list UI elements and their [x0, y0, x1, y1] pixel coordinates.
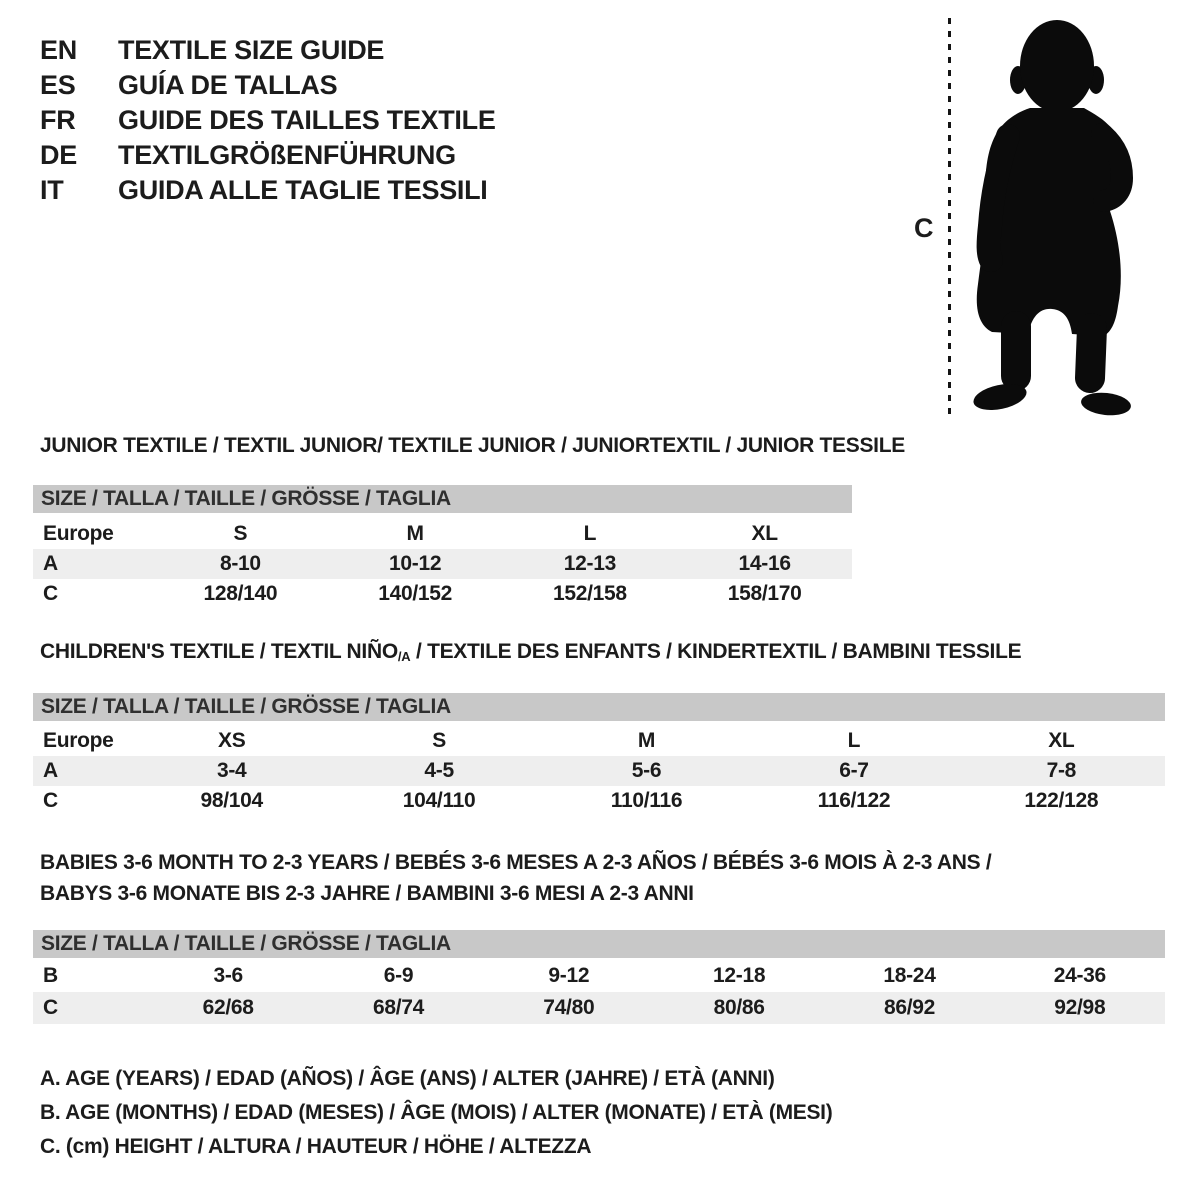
table-cell: S	[233, 522, 248, 545]
table-row	[33, 519, 852, 549]
footnote-b: B. AGE (MONTHS) / EDAD (MESES) / ÂGE (MOIS) / ALTER (MONATE) / ETÀ (MESI)	[40, 1101, 833, 1124]
row-label: B	[43, 964, 58, 987]
table-cell: 4-5	[424, 759, 454, 782]
table-cell: 3-6	[213, 964, 243, 987]
table-cell: XS	[217, 729, 246, 752]
table-rows	[33, 519, 852, 609]
table-cell: 6-7	[839, 759, 869, 782]
language-title-list	[40, 33, 496, 208]
table-rows	[33, 960, 1165, 1024]
height-measure-label: C	[914, 213, 934, 243]
row-label: Europe	[43, 729, 114, 752]
lang-row-fr	[40, 103, 496, 138]
lang-row-es	[40, 68, 496, 103]
size-header-bar: SIZE / TALLA / TAILLE / GRÖSSE / TAGLIA	[33, 693, 1165, 721]
babies-title-line2: BABYS 3-6 MONATE BIS 2-3 JAHRE / BAMBINI 3-6 MESI A 2-3 ANNI	[40, 882, 694, 905]
lang-code: FR	[40, 105, 76, 135]
table-cell: L	[847, 729, 861, 752]
table-cell: XL	[1048, 729, 1075, 752]
table-cell: M	[637, 729, 656, 752]
babies-size-table	[33, 930, 1165, 1024]
lang-title: GUÍA DE TALLAS	[118, 70, 338, 100]
footnotes	[40, 1062, 832, 1164]
table-cell: 14-16	[738, 552, 791, 575]
table-cell: M	[406, 522, 424, 545]
footnote-a: A. AGE (YEARS) / EDAD (AÑOS) / ÂGE (ANS) / ALTER (JAHRE) / ETÀ (ANNI)	[40, 1067, 775, 1090]
table-rows	[33, 726, 1165, 816]
size-header-bar: SIZE / TALLA / TAILLE / GRÖSSE / TAGLIA	[33, 485, 852, 513]
table-row	[33, 756, 1165, 786]
lang-code: EN	[40, 35, 77, 65]
children-section-title	[40, 640, 1021, 664]
lang-row-it	[40, 173, 496, 208]
children-title-subscript: /A	[397, 649, 411, 664]
table-cell: 74/80	[543, 996, 595, 1019]
table-row	[33, 549, 852, 579]
babies-title-line1: BABIES 3-6 MONTH TO 2-3 YEARS / BEBÉS 3-6 MESES A 2-3 AÑOS / BÉBÉS 3-6 MOIS À 2-3 ANS /	[40, 851, 992, 874]
table-cell: 12-18	[713, 964, 766, 987]
lang-title: GUIDE DES TAILLES TEXTILE	[118, 105, 496, 135]
table-cell: 152/158	[552, 582, 627, 605]
table-row	[33, 786, 1165, 816]
children-title-text: / TEXTILE DES ENFANTS / KINDERTEXTIL / BAMBINI TESSILE	[410, 640, 1022, 663]
table-cell: 158/170	[727, 582, 802, 605]
height-dashed-line	[948, 18, 951, 416]
row-label: C	[43, 582, 58, 605]
table-cell: 8-10	[219, 552, 261, 575]
children-title-text: CHILDREN'S TEXTILE / TEXTIL NIÑO	[40, 640, 398, 663]
row-label: Europe	[43, 522, 114, 545]
children-size-table	[33, 693, 1165, 816]
lang-title: GUIDA ALLE TAGLIE TESSILI	[118, 175, 488, 205]
lang-code: DE	[40, 140, 77, 170]
lang-code: ES	[40, 70, 76, 100]
child-silhouette-icon	[968, 16, 1136, 420]
babies-section-title	[40, 847, 991, 909]
table-cell: S	[432, 729, 446, 752]
size-header-bar: SIZE / TALLA / TAILLE / GRÖSSE / TAGLIA	[33, 930, 1165, 958]
table-row	[33, 579, 852, 609]
table-cell: 140/152	[378, 582, 453, 605]
row-label: C	[43, 996, 58, 1019]
table-cell: 7-8	[1046, 759, 1077, 782]
lang-row-de	[40, 138, 496, 173]
table-cell: 92/98	[1054, 996, 1106, 1019]
table-cell: 80/86	[713, 996, 765, 1019]
table-cell: 98/104	[200, 789, 263, 812]
table-cell: 116/122	[817, 789, 891, 812]
row-label: C	[43, 789, 58, 812]
table-cell: 5-6	[631, 759, 662, 782]
lang-row-en	[40, 33, 496, 68]
row-label: A	[43, 552, 58, 575]
table-row	[33, 960, 1165, 992]
table-cell: 62/68	[202, 996, 254, 1019]
table-row	[33, 726, 1165, 756]
row-label: A	[43, 759, 58, 782]
table-cell: 68/74	[372, 996, 425, 1019]
lang-title: TEXTILGRÖßENFÜHRUNG	[118, 140, 456, 170]
lang-code: IT	[40, 175, 64, 205]
table-cell: L	[583, 522, 597, 545]
table-cell: 18-24	[883, 964, 936, 987]
table-cell: 6-9	[383, 964, 414, 987]
table-cell: 104/110	[402, 789, 476, 812]
table-cell: 3-4	[216, 759, 247, 782]
footnote-c: C. (cm) HEIGHT / ALTURA / HAUTEUR / HÖHE / ALTEZZA	[40, 1135, 592, 1158]
table-cell: 110/116	[610, 789, 683, 812]
table-cell: 12-13	[563, 552, 616, 575]
table-cell: XL	[751, 522, 778, 545]
lang-title: TEXTILE SIZE GUIDE	[118, 35, 385, 65]
table-row	[33, 992, 1165, 1024]
table-cell: 10-12	[389, 552, 442, 575]
table-cell: 9-12	[548, 964, 590, 987]
table-cell: 128/140	[203, 582, 278, 605]
table-cell: 122/128	[1024, 789, 1099, 812]
table-cell: 24-36	[1053, 964, 1106, 987]
table-cell: 86/92	[883, 996, 935, 1019]
junior-size-table	[33, 485, 852, 609]
junior-section-title: JUNIOR TEXTILE / TEXTIL JUNIOR/ TEXTILE JUNIOR / JUNIORTEXTIL / JUNIOR TESSILE	[40, 434, 905, 457]
